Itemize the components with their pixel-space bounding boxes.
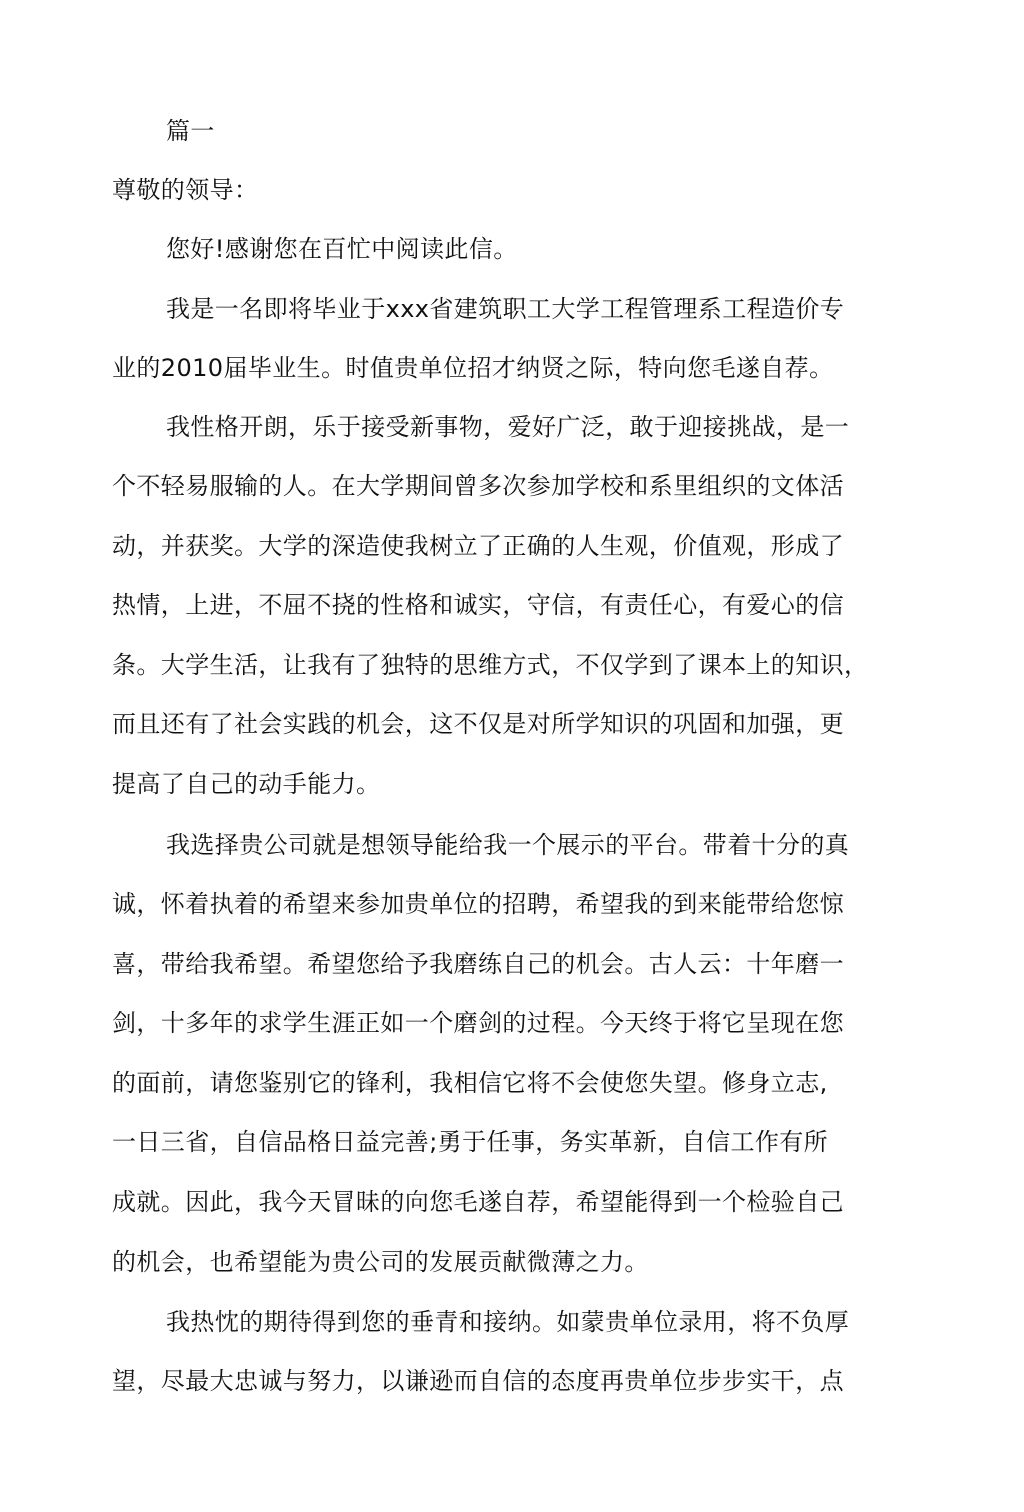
text-line: 条。大学生活，让我有了独特的思维方式，不仅学到了课本上的知识， (112, 651, 869, 679)
document-heading: 篇一 (166, 117, 215, 145)
text-line: 我是一名即将毕业于xxx省建筑职工大学工程管理系工程造价专 (166, 295, 845, 323)
text-line: 的机会，也希望能为贵公司的发展贡献微薄之力。 (112, 1248, 649, 1276)
text-line: 望，尽最大忠诚与努力，以谦逊而自信的态度再贵单位步步实干，点 (112, 1367, 844, 1395)
text-line: 我选择贵公司就是想领导能给我一个展示的平台。带着十分的真 (166, 831, 850, 859)
text-line: 剑，十多年的求学生涯正如一个磨剑的过程。今天终于将它呈现在您 (112, 1009, 844, 1037)
text-line: 热情，上进，不屈不挠的性格和诚实，守信，有责任心，有爱心的信 (112, 591, 844, 619)
salutation: 尊敬的领导： (112, 176, 259, 204)
text-line: 诚，怀着执着的希望来参加贵单位的招聘，希望我的到来能带给您惊 (112, 890, 844, 918)
text-line: 提高了自己的动手能力。 (112, 770, 381, 798)
text-line: 成就。因此，我今天冒昧的向您毛遂自荐，希望能得到一个检验自己 (112, 1188, 844, 1216)
text-line: 您好!感谢您在百忙中阅读此信。 (166, 235, 518, 263)
text-line: 业的2010届毕业生。时值贵单位招才纳贤之际，特向您毛遂自荐。 (112, 354, 834, 382)
text-line: 而且还有了社会实践的机会，这不仅是对所学知识的巩固和加强，更 (112, 710, 844, 738)
text-line: 个不轻易服输的人。在大学期间曾多次参加学校和系里组织的文体活 (112, 472, 844, 500)
text-line: 我性格开朗，乐于接受新事物，爱好广泛，敢于迎接挑战，是一 (166, 413, 850, 441)
text-line: 一日三省，自信品格日益完善;勇于任事，务实革新，自信工作有所 (112, 1128, 829, 1156)
text-line: 动，并获奖。大学的深造使我树立了正确的人生观，价值观，形成了 (112, 532, 844, 560)
text-line: 我热忱的期待得到您的垂青和接纳。如蒙贵单位录用，将不负厚 (166, 1308, 850, 1336)
text-line: 喜，带给我希望。希望您给予我磨练自己的机会。古人云：十年磨一 (112, 950, 844, 978)
text-line: 的面前，请您鉴别它的锋利，我相信它将不会使您失望。修身立志, (112, 1069, 828, 1097)
